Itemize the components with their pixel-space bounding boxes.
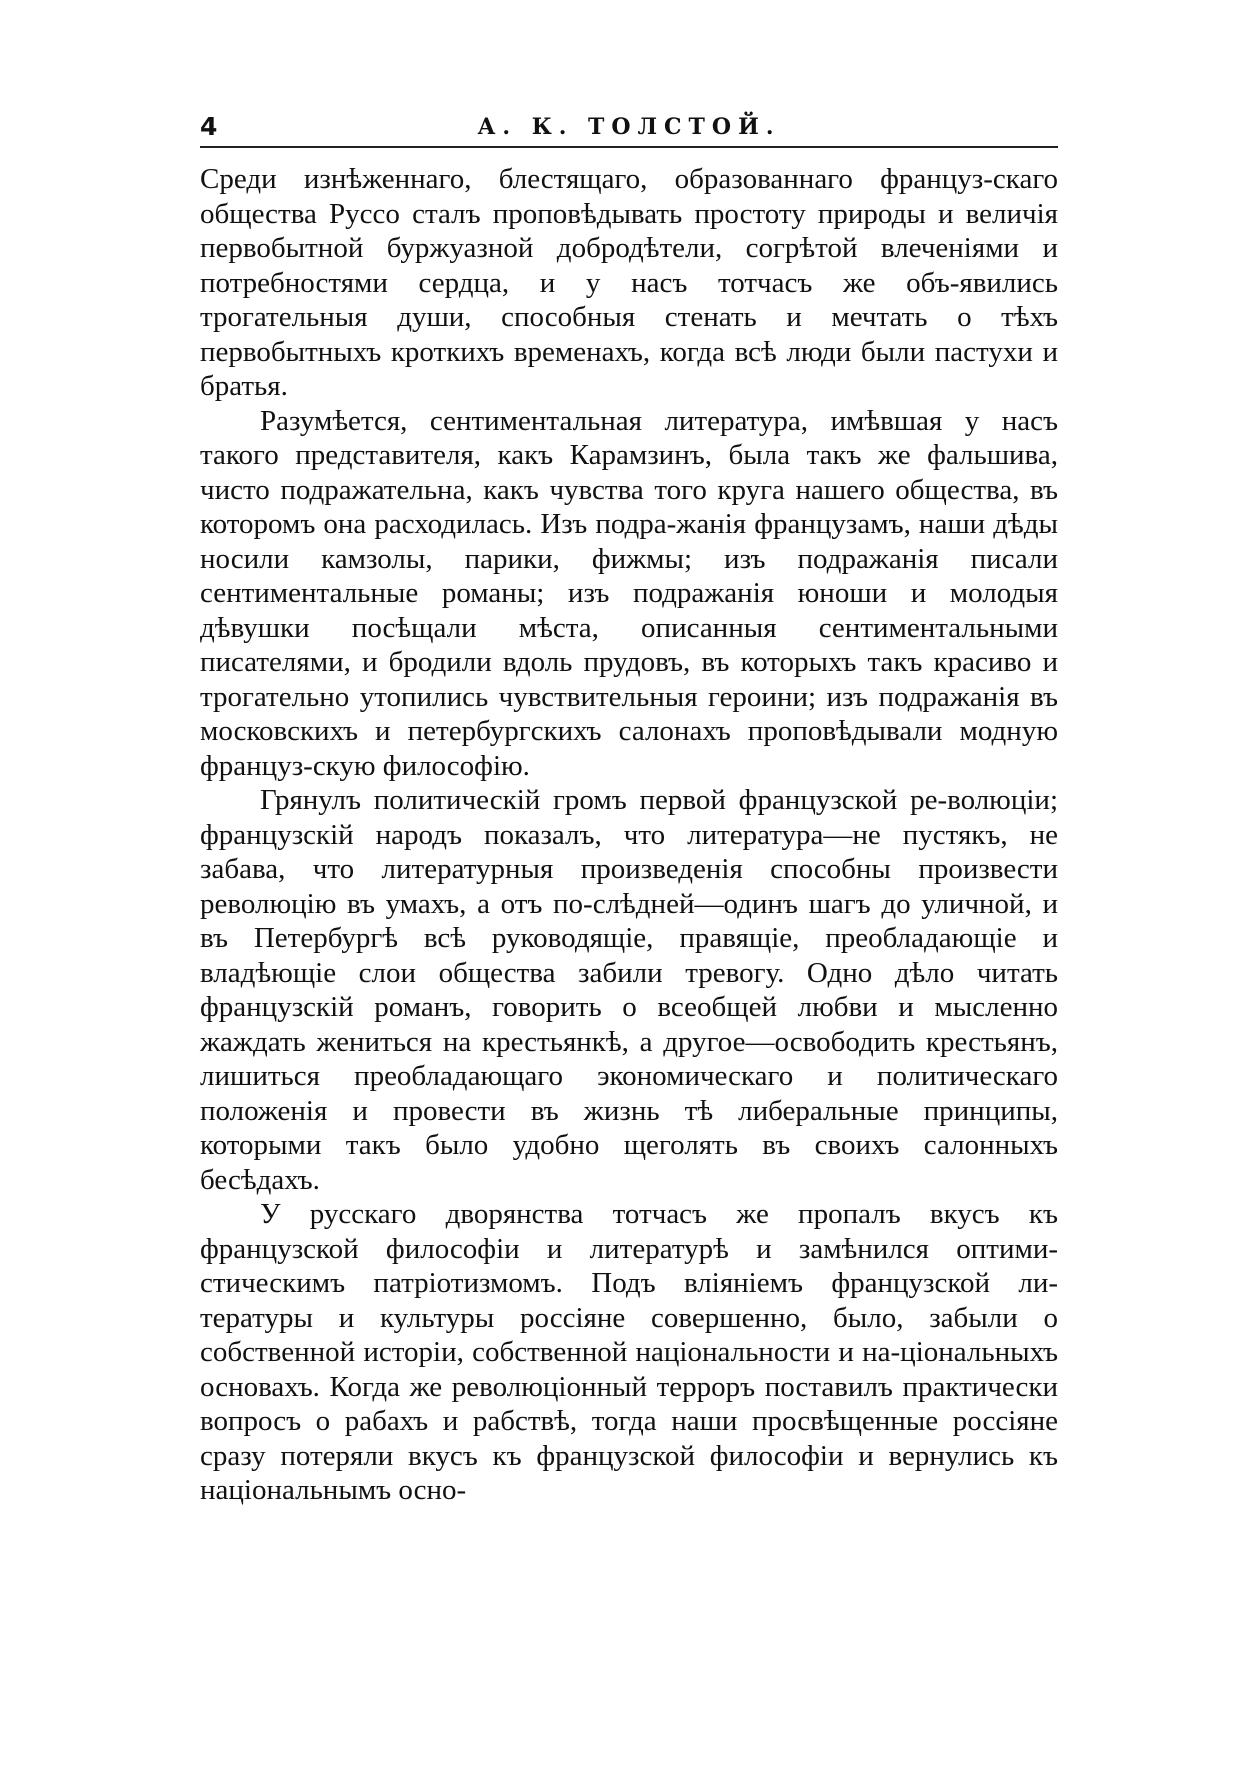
page-header bbox=[200, 112, 1058, 148]
body-text bbox=[200, 162, 1058, 1508]
running-title: А. К. ТОЛСТОЙ. bbox=[477, 114, 781, 140]
book-page bbox=[200, 112, 1058, 1508]
paragraph-3: Грянулъ политическій громъ первой французской ре-волюціи; французскій народъ показалъ, что литература—не пустякъ, не забава, что литературныя произведенія способны произвести революцію въ умахъ, а отъ по-слѣдней—одинъ шагъ до уличной, и въ Петербургѣ всѣ руководящіе, правящіе, преобладающіе и владѣющіе слои общества забили тревогу. Одно дѣло читать французскій романъ, говорить о всеобщей любви и мысленно жаждать жениться на крестьянкѣ, а другое—освободить крестьянъ, лишиться преобладающаго экономическаго и политическаго положенія и провести въ жизнь тѣ либеральные принципы, которыми такъ было удобно щеголять въ своихъ салонныхъ бесѣдахъ. bbox=[200, 784, 1058, 1196]
paragraph-1: Среди изнѣженнаго, блестящаго, образованнаго француз-скаго общества Руссо сталъ проповѣдывать простоту природы и величія первобытной буржуазной добродѣтели, согрѣтой влеченіями и потребностями сердца, и у насъ тотчасъ же объ-явились трогательныя души, способныя стенать и мечтать о тѣхъ первобытныхъ кроткихъ временахъ, когда всѣ люди были пастухи и братья. bbox=[200, 163, 1058, 402]
page-number: 4 bbox=[200, 112, 218, 141]
paragraph-2: Разумѣется, сентиментальная литература, имѣвшая у насъ такого представителя, какъ Карамзинъ, была такъ же фальшива, чисто подражательна, какъ чувства того круга нашего общества, въ которомъ она расходилась. Изъ подра-жанія французамъ, наши дѣды носили камзолы, парики, фижмы; изъ подражанія писали сентиментальные романы; изъ подражанія юноши и молодыя дѣвушки посѣщали мѣста, описанныя сентиментальными писателями, и бродили вдоль прудовъ, въ которыхъ такъ красиво и трогательно утопились чувствительныя героини; изъ подражанія въ московскихъ и петербургскихъ салонахъ проповѣдывали модную француз-скую философію. bbox=[200, 404, 1058, 782]
paragraph-4: У русскаго дворянства тотчасъ же пропалъ вкусъ къ французской философіи и литературѣ и замѣнился оптими-стическимъ патріотизмомъ. Подъ вліяніемъ французской ли-тературы и культуры россіяне совершенно, было, забыли о собственной исторіи, собственной національности и на-ціональныхъ основахъ. Когда же революціонный терроръ поставилъ практически вопросъ о рабахъ и рабствѣ, тогда наши просвѣщенные россіяне сразу потеряли вкусъ къ французской философіи и вернулись къ національнымъ осно- bbox=[200, 1198, 1058, 1506]
